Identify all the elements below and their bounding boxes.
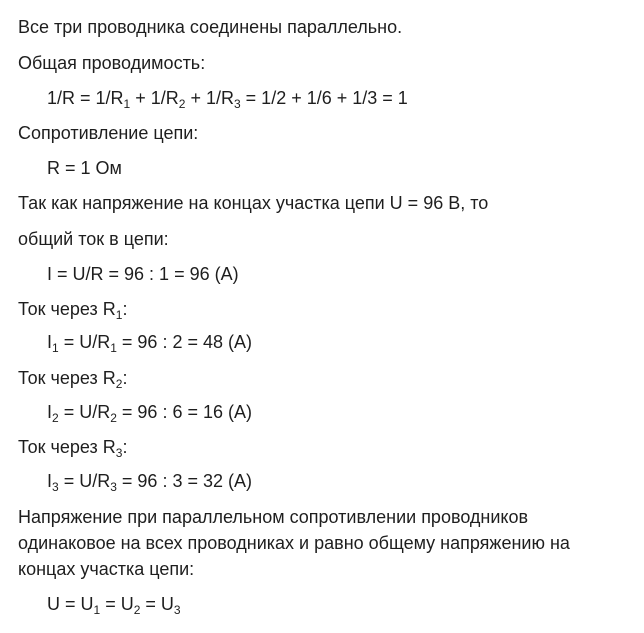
eq-part: 1/R = 1/R [47,88,124,108]
text-line-total-current [18,228,169,250]
text: : [122,368,128,388]
eq-part: = 96 : 3 = 32 (А) [116,471,252,491]
subscript: 2 [133,603,141,617]
eq-part: = U/R [58,402,111,422]
text: Все три проводника соединены параллельно. [18,17,403,37]
eq-part: + 1/R [130,88,179,108]
eq-part: = U/R [58,471,111,491]
subscript: 1 [115,308,123,322]
text: : [122,299,128,319]
text: : [122,437,128,457]
eq-part: I [47,332,53,352]
text-line-voltage-parallel-3 [18,558,194,580]
eq-part: = U [140,594,174,614]
text-line-circuit-resistance [18,122,198,144]
subscript: 1 [123,97,131,111]
text-line-current-r2 [18,367,127,389]
text: одинаковое на всех проводниках и равно общему напряжению на [18,533,570,553]
eq-part: R = 1 Ом [47,158,122,178]
eq-part: = U [100,594,134,614]
eq-part: = 1/2 + 1/6 + 1/3 = 1 [240,88,408,108]
equation-resistance [47,157,122,179]
text: Общая проводимость: [18,53,206,73]
eq-part: I [47,471,53,491]
text: Так как напряжение на концах участка цепи U = 96 В, то [18,193,489,213]
text: Напряжение при параллельном сопротивлении проводников [18,507,529,527]
subscript: 3 [52,480,59,494]
text: концах участка цепи: [18,559,195,579]
eq-part: + 1/R [185,88,234,108]
text-line-current-r3 [18,436,127,458]
eq-part: I [47,402,53,422]
eq-part: I = U/R = 96 : 1 = 96 (А) [47,264,239,284]
text-line-total-conductance [18,52,205,74]
text: Сопротивление цепи: [18,123,199,143]
eq-part: = 96 : 6 = 16 (А) [116,402,252,422]
subscript: 3 [110,480,117,494]
subscript: 3 [233,97,241,111]
subscript: 2 [52,411,59,425]
subscript: 1 [93,603,101,617]
text: Ток через R [18,437,116,457]
equation-current-i3 [47,470,252,492]
text-line-voltage-parallel-2 [18,532,570,554]
subscript: 2 [110,411,117,425]
subscript: 1 [52,341,59,355]
text-line-parallel-connection [18,16,402,38]
subscript: 1 [110,341,117,355]
text: Ток через R [18,299,116,319]
text: Ток через R [18,368,116,388]
text-line-voltage-parallel-1 [18,506,528,528]
text-line-current-r1 [18,298,127,320]
eq-part: U = U [47,594,94,614]
text: общий ток в цепи: [18,229,169,249]
text-line-voltage [18,192,488,214]
subscript: 2 [115,377,123,391]
eq-part: = 96 : 2 = 48 (А) [116,332,252,352]
equation-total-current [47,263,239,285]
equation-current-i2 [47,401,252,423]
subscript: 3 [173,603,181,617]
equation-voltage-equal [47,593,181,615]
equation-current-i1 [47,331,252,353]
equation-conductance [47,87,408,109]
subscript: 3 [115,446,123,460]
subscript: 2 [178,97,186,111]
eq-part: = U/R [58,332,111,352]
